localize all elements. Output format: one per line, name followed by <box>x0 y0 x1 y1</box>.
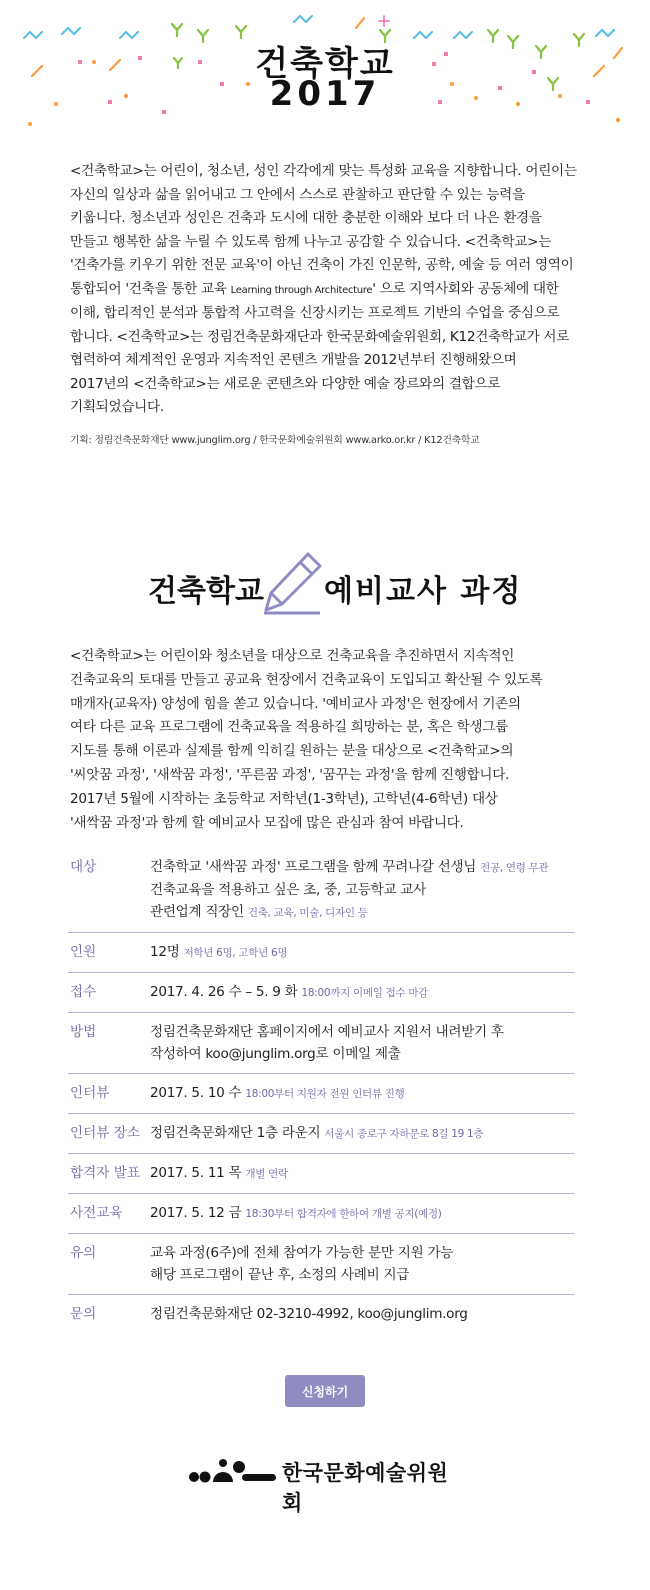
arko-logo-mark-icon <box>188 1455 278 1491</box>
receipt-note: 18:00까지 이메일 접수 마감 <box>301 987 429 999</box>
intro-paragraph <box>70 160 580 420</box>
caution-line: 해당 프로그램이 끝난 후, 소정의 사례비 지급 <box>150 1267 410 1283</box>
description-line: '새싹꿈 과정'과 함께 할 예비교사 모집에 많은 관심과 참여 바랍니다. <box>70 814 464 831</box>
intro-line: 2017년의 <건축학교>는 새로운 콘텐츠와 다양한 예술 장르와의 결합으로 <box>70 375 501 392</box>
info-label: 합격자 발표 <box>70 1165 140 1181</box>
info-label: 방법 <box>70 1024 97 1040</box>
interview-note: 18:00부터 지원자 전원 인터뷰 진행 <box>245 1088 405 1100</box>
intro-line: 이해, 합리적인 분석과 통합적 사고력을 신장시키는 프로젝트 기반의 수업을 중심으로 <box>70 305 560 321</box>
description-line: 2017년 5월에 시작하는 초등학교 저학년(1-3학년), 고학년(4-6학년) 대상 <box>70 790 498 807</box>
method-line: 정림건축문화재단 홈페이지에서 예비교사 지원서 내려받기 후 <box>150 1024 504 1040</box>
info-row-interview <box>68 1074 574 1114</box>
target-line: 관련업계 직장인 <box>150 904 244 920</box>
info-value <box>150 1021 574 1065</box>
info-value <box>150 1202 574 1225</box>
info-label: 대상 <box>70 859 97 875</box>
target-line: 건축학교 '새싹꿈 과정' 프로그램을 함께 꾸려나갈 선생님 <box>150 859 477 875</box>
program-description <box>70 645 590 835</box>
intro-line-part: 통합되어 '건축을 통한 교육 <box>70 280 231 297</box>
description-line: 여타 다른 교육 프로그램에 건축교육을 적용하길 희망하는 분, 혹은 학생그룹 <box>70 719 508 736</box>
place-address: 서울시 종로구 자하문로 8길 19 1층 <box>324 1128 484 1140</box>
pretraining-date: 2017. 5. 12 금 <box>150 1205 242 1221</box>
arko-logo <box>188 1455 468 1515</box>
description-line: '씨앗꿈 과정', '새싹꿈 과정', '푸른꿈 과정', '꿈꾸는 과정'을 함께 진행합니다. <box>70 766 510 783</box>
section-title-right: 예비교사 과정 <box>324 574 523 609</box>
info-label: 유의 <box>70 1245 97 1261</box>
info-row-target <box>68 848 574 933</box>
announce-note: 개별 연락 <box>245 1168 288 1180</box>
info-label: 사전교육 <box>70 1205 123 1221</box>
hero-title-line1: 건축학교 <box>255 44 395 84</box>
intro-line: 자신의 일상과 삶을 읽어내고 그 안에서 스스로 관찰하고 판단할 수 있는 능력을 <box>70 186 525 203</box>
info-row-count <box>68 933 574 973</box>
caution-line: 교육 과정(6주)에 전체 참여가 가능한 분만 지원 가능 <box>150 1245 454 1261</box>
description-line: 건축교육의 토대를 만들고 공교육 현장에서 건축교육이 도입되고 확산될 수 있도록 <box>70 671 543 688</box>
info-value <box>150 1242 574 1286</box>
info-row-contact <box>68 1295 574 1333</box>
intro-line: <건축학교>는 어린이, 청소년, 성인 각각에게 맞는 특성화 교육을 지향합니다. 어린이는 <box>70 163 577 179</box>
info-label: 접수 <box>70 984 97 1000</box>
description-line: <건축학교>는 어린이와 청소년을 대상으로 건축교육을 추진하면서 지속적인 <box>70 648 515 664</box>
info-value <box>150 941 574 964</box>
pencil-icon <box>262 550 322 616</box>
target-note: 건축, 교육, 미술, 디자인 등 <box>247 907 368 919</box>
intro-line <box>70 278 580 303</box>
announce-date: 2017. 5. 11 목 <box>150 1165 242 1181</box>
section-title <box>0 550 650 620</box>
intro-line: 만들고 행복한 삶을 누릴 수 있도록 함께 나누고 공감할 수 있습니다. <건축학교>는 <box>70 233 552 250</box>
info-label: 인터뷰 <box>70 1085 110 1101</box>
section-title-left: 건축학교 <box>148 574 264 609</box>
intro-line-part: ' 으로 지역사회와 공동체에 대한 <box>372 280 559 297</box>
intro-line: 합니다. <건축학교>는 정림건축문화재단과 한국문화예술위원회, K12건축학교가 서로 <box>70 328 570 345</box>
hero-title-year: 2017 <box>269 74 381 114</box>
info-row-announce <box>68 1154 574 1194</box>
info-row-pretraining <box>68 1194 574 1234</box>
contact-value: 정림건축문화재단 02-3210-4992, koo@junglim.org <box>150 1306 468 1322</box>
description-line: 매개자(교육자) 양성에 힘을 쏟고 있습니다. '예비교사 과정'은 현장에서 기존의 <box>70 695 521 712</box>
info-row-receipt <box>68 973 574 1013</box>
planning-credit: 기획: 정림건축문화재단 www.junglim.org / 한국문화예술위원회 www.arko.or.kr / K12건축학교 <box>70 435 480 446</box>
info-table <box>68 848 574 1333</box>
interview-date: 2017. 5. 10 수 <box>150 1085 242 1101</box>
info-label: 인터뷰 장소 <box>70 1125 140 1141</box>
description-line: 지도를 통해 이론과 실제를 함께 익히길 원하는 분을 대상으로 <건축학교>의 <box>70 743 514 760</box>
info-value <box>150 1082 574 1105</box>
intro-line: 협력하여 체계적인 운영과 지속적인 콘텐츠 개발을 2012년부터 진행해왔으며 <box>70 352 517 368</box>
info-value <box>150 1122 574 1145</box>
info-row-caution <box>68 1234 574 1295</box>
count-value: 12명 <box>150 944 180 960</box>
receipt-period: 2017. 4. 26 수 – 5. 9 화 <box>150 984 298 1000</box>
info-label: 문의 <box>70 1306 97 1322</box>
count-note: 저학년 6명, 고학년 6명 <box>183 947 288 959</box>
pretraining-note: 18:30부터 합격자에 한하여 개별 공지(예정) <box>245 1208 442 1220</box>
intro-line: '건축가를 키우기 위한 전문 교육'이 아닌 건축이 가진 인문학, 공학, 예술 등 여러 영역이 <box>70 257 574 273</box>
info-value <box>150 981 574 1004</box>
intro-line: 키웁니다. 청소년과 성인은 건축과 도시에 대한 충분한 이해와 보다 더 나은 환경을 <box>70 210 542 226</box>
arko-logo-text: 한국문화예술위원회 <box>282 1461 449 1515</box>
place-value: 정림건축문화재단 1층 라운지 <box>150 1125 321 1141</box>
info-label: 인원 <box>70 944 97 960</box>
intro-line: 기획되었습니다. <box>70 399 164 415</box>
method-line: 작성하여 koo@junglim.org로 이메일 제출 <box>150 1046 401 1062</box>
intro-english-phrase: Learning through Architecture <box>230 284 373 296</box>
info-value <box>150 856 574 924</box>
info-row-method <box>68 1013 574 1074</box>
info-value <box>150 1162 574 1185</box>
target-line: 건축교육을 적용하고 싶은 초, 중, 고등학교 교사 <box>150 882 426 898</box>
info-row-place <box>68 1114 574 1154</box>
target-note: 전공, 연령 무관 <box>480 862 549 874</box>
apply-button[interactable]: 신청하기 <box>285 1375 365 1407</box>
